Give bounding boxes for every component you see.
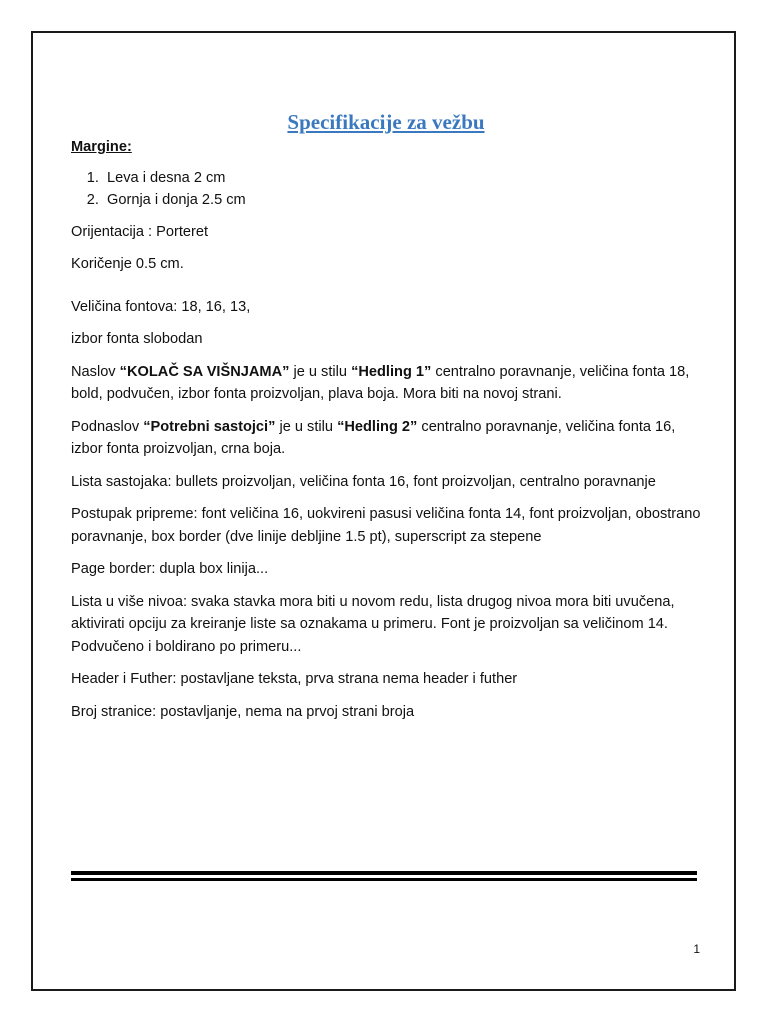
page-border-text: Page border: dupla box linija...	[71, 561, 269, 577]
multilevel-text: Lista u više nivoa: svaka stavka mora biti u novom redu, lista drugog nivoa mora biti uvučena, aktivirati opciju za kreiranje liste sa oznakama u primeru. Font je proizvoljan sa veličinom 14. Podvučeno i boldirano po primeru...	[71, 593, 675, 655]
naslov-mid: je u stilu	[289, 363, 352, 380]
podnaslov-name: “Potrebni sastojci”	[143, 418, 276, 435]
podnaslov-style: “Hedling 2”	[337, 418, 418, 435]
margins-heading: Margine:	[71, 139, 132, 155]
document-title: Specifikacije za vežbu	[287, 110, 485, 134]
podnaslov-rest: centralno poravnanje, veličina fonta 16, izbor fonta proizvoljan, crna boja.	[71, 418, 676, 457]
document-body	[71, 108, 701, 733]
podnaslov-mid: je u stilu	[275, 418, 338, 435]
podnaslov-lead: Podnaslov	[71, 418, 144, 435]
naslov-name: “KOLAČ SA VIŠNJAMA”	[119, 363, 290, 380]
naslov-lead: Naslov	[71, 363, 120, 380]
procedure-text: Postupak pripreme: font veličina 16, uokvireni pasusi veličina fonta 14, font proizvoljan, obostrano poravnanje, box border (dve linije debljine 1.5 pt), superscript za stepene	[71, 506, 701, 545]
ingredients-text: Lista sastojaka: bullets proizvoljan, veličina fonta 16, font proizvoljan, centralno poravnanje	[71, 473, 656, 490]
list-item: 1. Leva i desna 2 cm	[103, 167, 701, 190]
font-choice-text: izbor fonta slobodan	[71, 331, 203, 347]
margins-list	[71, 167, 701, 212]
footer-double-rule	[71, 871, 697, 881]
page-numbers-text: Broj stranice: postavljanje, nema na prvoj strani broja	[71, 703, 415, 720]
header-footer-text: Header i Futher: postavljane teksta, prva strana nema header i futher	[71, 671, 518, 687]
binding-text: Koričenje 0.5 cm.	[71, 256, 184, 272]
footer-rule-thick	[71, 871, 697, 875]
naslov-style: “Hedling 1”	[351, 363, 432, 380]
footer-rule-thin	[71, 878, 697, 881]
naslov-paragraph	[71, 361, 701, 406]
list-item: 2. Gornja i donja 2.5 cm	[103, 189, 701, 212]
podnaslov-paragraph	[71, 416, 701, 461]
page-number: 1	[693, 942, 700, 956]
font-sizes-text: Veličina fontova: 18, 16, 13,	[71, 298, 251, 315]
naslov-rest: centralno poravnanje, veličina fonta 18, bold, podvučen, izbor fonta proizvoljan, plava boja. Mora biti na novoj strani.	[71, 363, 690, 402]
orientation-text: Orijentacija : Porteret	[71, 223, 209, 240]
